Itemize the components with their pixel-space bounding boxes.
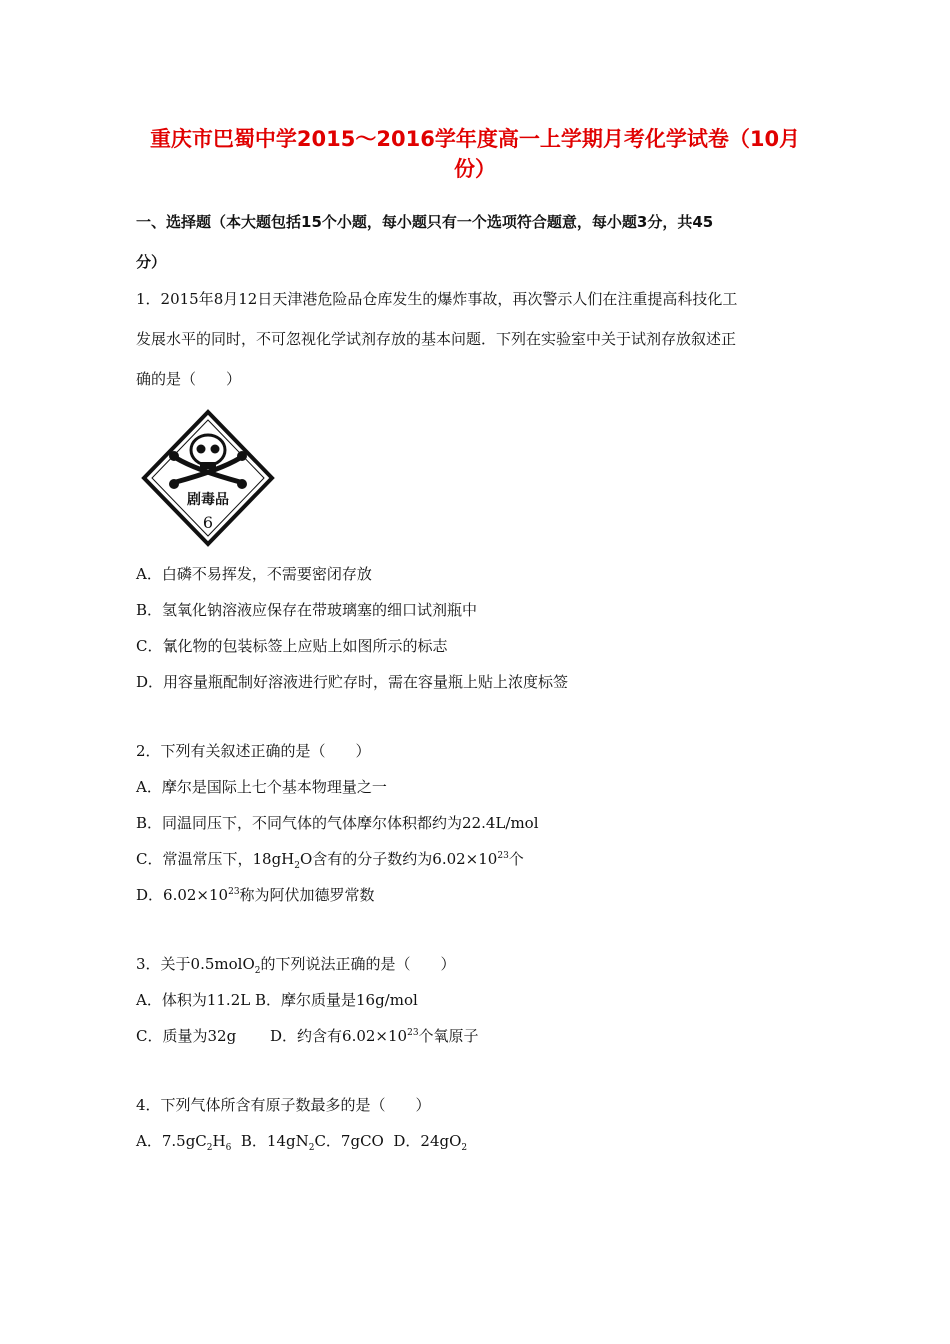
q4-b-text: B．14gN — [231, 1132, 309, 1150]
toxic-hazard-sign — [140, 408, 276, 548]
q2-option-b: B．同温同压下，不同气体的气体摩尔体积都约为22.4L/mol — [136, 814, 539, 832]
q1-option-c: C．氰化物的包装标签上应贴上如图所示的标志 — [136, 637, 448, 655]
exam-title-line2: 份） — [454, 157, 496, 181]
hazard-label: 剧毒品 — [187, 492, 229, 508]
q1-stem-line1: 1．2015年8月12日天津港危险品仓库发生的爆炸事故，再次警示人们在注重提高科技化工 — [136, 290, 738, 308]
q2-d-text-end: 称为阿伏加德罗常数 — [239, 886, 375, 904]
q3-stem-subscript: 2 — [254, 966, 261, 976]
q4-c-text: C．7gCO — [314, 1132, 384, 1150]
q2-c-text-end: 个 — [508, 850, 524, 868]
q3-option-d — [270, 1025, 479, 1046]
q2-c-text: C．常温常压下，18gH — [136, 850, 295, 868]
q2-c-text-mid: O含有的分子数约为6.02×10 — [299, 850, 498, 868]
q2-option-d — [136, 884, 375, 905]
q3-options-ab: A．体积为11.2L B．摩尔质量是16g/mol — [136, 991, 418, 1009]
q4-b-subscript: 2 — [308, 1143, 315, 1153]
q4-stem: 4．下列气体所含有原子数最多的是（ ） — [136, 1096, 431, 1114]
q4-a-text-mid: H — [212, 1132, 226, 1150]
q3-stem-text: 3．关于0.5molO — [136, 955, 255, 973]
skull-crossbones-icon — [140, 408, 276, 548]
section-heading-line2: 分） — [136, 253, 167, 271]
section-heading-line1: 一、选择题（本大题包括15个小题，每小题只有一个选项符合题意，每小题3分，共45 — [136, 213, 714, 231]
q2-d-text: D．6.02×10 — [136, 886, 229, 904]
q2-c-subscript: 2 — [294, 861, 300, 871]
q2-d-exponent: 23 — [228, 887, 240, 897]
exam-title — [120, 124, 830, 184]
q4-d-subscript: 2 — [461, 1143, 468, 1153]
q1-option-d: D．用容量瓶配制好溶液进行贮存时，需在容量瓶上贴上浓度标签 — [136, 673, 569, 691]
q1-stem-line3: 确的是（ ） — [136, 370, 242, 388]
q2-option-c — [136, 848, 524, 871]
q4-a-text: A．7.5gC — [136, 1132, 207, 1150]
q3-d-text: D．约含有6.02×10 — [270, 1027, 408, 1045]
q2-stem: 2．下列有关叙述正确的是（ ） — [136, 742, 371, 760]
q4-d-text: D．24gO — [383, 1132, 462, 1150]
q4-a-subscript2: 6 — [225, 1143, 232, 1153]
q3-d-text-end: 个氧原子 — [418, 1027, 479, 1045]
q2-option-a: A．摩尔是国际上七个基本物理量之一 — [136, 778, 387, 796]
q1-stem-line2: 发展水平的同时，不可忽视化学试剂存放的基本问题．下列在实验室中关于试剂存放叙述正 — [136, 330, 737, 348]
q3-stem-text-end: 的下列说法正确的是（ ） — [260, 955, 456, 973]
hazard-class-number: 6 — [202, 513, 214, 532]
q1-option-a: A．白磷不易挥发，不需要密闭存放 — [136, 565, 372, 583]
exam-title-line1: 重庆市巴蜀中学2015～2016学年度高一上学期月考化学试卷（10月 — [149, 127, 801, 151]
q3-d-exponent: 23 — [407, 1028, 419, 1038]
q4-a-subscript1: 2 — [206, 1143, 213, 1153]
q3-stem — [136, 953, 456, 976]
q1-option-b: B．氢氧化钠溶液应保存在带玻璃塞的细口试剂瓶中 — [136, 601, 478, 619]
q4-options — [136, 1130, 467, 1153]
q2-c-exponent: 23 — [497, 851, 509, 861]
q3-option-c: C．质量为32g — [136, 1027, 237, 1045]
